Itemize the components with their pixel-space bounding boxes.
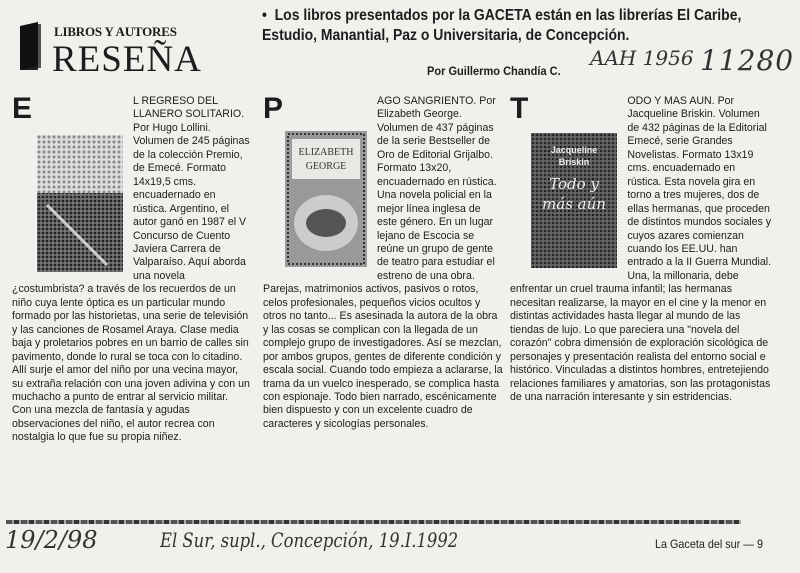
book-cover-image [531, 133, 617, 268]
book-cover-image [37, 135, 123, 272]
review-body: Por Jacqueline Briskin. Volumen de 432 páginas de la Editorial Emecé, serie Grandes Novelistas. Formato 13x19 cms. encuadernado en rústica. Esta novela gira en torno a tres mujeres, dos de ellas hermanas, que proceden de distintos mundos sociales y cuyos azares comienzan cuando los EE.UU. han entrado a la II Guerra Mundial. Una, la millonaria, debe enfrentar un cruel trauma infantil; las hermanas necesitan realizarse, la mayor en el cine y la menor en distintas actividades hasta llegar al mundo de las tiendas de lujo. Lo que pareciera una "novela del corazón" cobra dimensión de exploración sicológica de personajes y presentación realista del entorno social e histórico. Vinculadas a distintos hombres, entretejiendo relaciones familiares y amatorias, son las protagonistas de una narración interesante y sin estridencias. [510, 95, 772, 403]
page-footer: La Gaceta del sur — 9 [655, 537, 764, 551]
book-icon [18, 22, 42, 74]
review-2 [263, 92, 503, 431]
cover-title: ELIZABETH [298, 147, 354, 158]
footer-rule [6, 520, 741, 524]
handwritten-filed-date: 19/2/98 [5, 526, 98, 554]
cover-title: Briskin [559, 157, 590, 167]
review-body: Por Elizabeth George. Volumen de 437 páginas de la serie Bestseller de Oro de Editorial Grijalbo. Formato 13x20, encuadernado en rústica. Una novela policial en la mejor línea inglesa de este género. En un lugar lejano de Escocia se reúne un grupo de gente de teatro para estudiar el estreno de una obra. Parejas, matrimonios activos, pasivos o rotos, celos profesionales, pequeños vicios ocultos y otros no tanto... Es asesinada la autora de la obra y las cosas se complican con la llegada de un complejo grupo de investigadores. Así se mezclan, por ambos grupos, gentes de diferente condición y escala social. Cuando todo empieza a aclararse, la trama da un vuelco inesperado, se complica hasta con espionaje. Todo bien narrado, escénicamente bien dispuesto y con un excelente cuadro de caracteres y sicologías personales. [263, 95, 503, 430]
handwritten-catalog-number: 11280 [700, 44, 795, 77]
logo-title: RESEÑA [52, 39, 202, 80]
review-title: ODO Y MAS AUN. [627, 95, 715, 107]
handwritten-source: El Sur, supl., Concepción, 19.I.1992 [160, 528, 459, 552]
book-cover-image [285, 131, 367, 267]
drop-cap: T [510, 92, 529, 125]
review-body: Por Hugo Lollini. Volumen de 245 páginas de la colección Premio, de Emecé. Formato 14x19,5 cms. encuadernado en rústica. Argentino, el autor ganó en 1987 el V Concurso de Cuento Javiera Carrera de Valparaíso. Aquí aborda una novela ¿costumbrista? a través de los recuerdos de un niño cuya lente óptica es un particular mundo formado por las historietas, una serie de televisión y las canciones de Rosamel Araya. Clase media baja y proletarios pobres en un barrio de calles sin pavimento, donde lo rural se toca con lo citadino. Allí surje el amor del niño por una vecina mayor, su extraña relación con una joven adivina y con un muchacho a punto de entrar al servicio militar. Con una mezcla de fantasía y agudas observaciones del niño, el autor recrea con nostalgia lo que fue su propia niñez. [12, 121, 250, 444]
review-title: L REGRESO DEL LLANERO SOLITARIO. [133, 95, 245, 121]
section-logo [14, 18, 224, 82]
handwritten-archive-code: AAH 1956 [590, 46, 694, 70]
bookstore-notice [262, 6, 742, 45]
cover-title: GEORGE [305, 161, 347, 172]
notice-text: Los libros presentados por la GACETA están en las librerías El Caribe, Estudio, Manantial, Paz o Universitaria, de Concepción. [262, 7, 742, 44]
logo-subtitle: LIBROS Y AUTORES [54, 24, 177, 39]
review-3 [510, 92, 772, 404]
review-1 [12, 92, 250, 445]
cover-title: Jacqueline [551, 145, 598, 155]
byline: Por Guillermo Chandía C. [427, 64, 561, 78]
drop-cap: E [12, 92, 33, 125]
cover-title: más aún [542, 195, 607, 213]
drop-cap: P [263, 92, 284, 125]
review-title: AGO SANGRIENTO. [377, 95, 477, 107]
cover-title: Todo y [549, 175, 600, 193]
bullet: • [262, 7, 267, 24]
